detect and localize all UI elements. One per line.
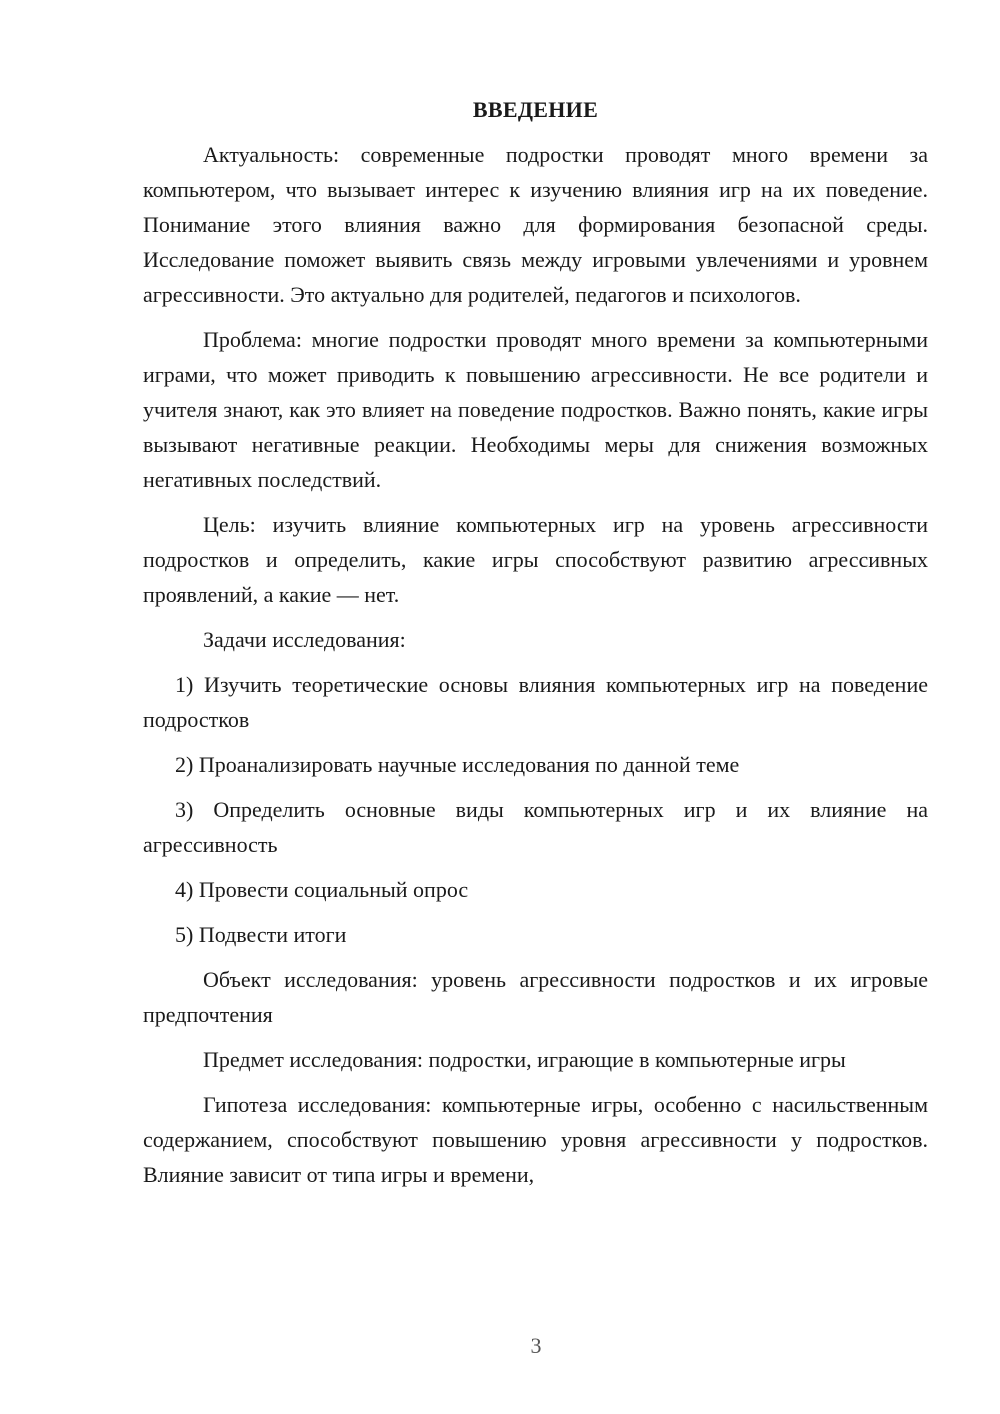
task-item: 2) Проанализировать научные исследования по данной теме [175, 752, 740, 777]
document-body [143, 92, 928, 1202]
task-item: 3) Определить основные виды компьютерных игр и их влияние на агрессивность [143, 797, 928, 857]
paragraph-relevance: Актуальность: современные подростки проводят много времени за компьютером, что вызывает интерес к изучению влияния игр на их поведение. Понимание этого влияния важно для формирования безопасной среды. Исследование поможет выявить связь между игровыми увлечениями и уровнем агрессивности. Это актуально для родителей, педагогов и психологов. [143, 142, 928, 307]
task-item: 5) Подвести итоги [175, 922, 347, 947]
paragraph-tasks-heading: Задачи исследования: [203, 627, 406, 652]
paragraph-object: Объект исследования: уровень агрессивности подростков и их игровые предпочтения [143, 967, 928, 1027]
paragraph-subject: Предмет исследования: подростки, играющие в компьютерные игры [203, 1047, 846, 1072]
page-number: 3 [530, 1333, 542, 1358]
paragraph-problem: Проблема: многие подростки проводят много времени за компьютерными играми, что может приводить к повышению агрессивности. Не все родители и учителя знают, как это влияет на поведение подростков. Важно понять, какие игры вызывают негативные реакции. Необходимы меры для снижения возможных негативных последствий. [143, 327, 928, 492]
task-item: 4) Провести социальный опрос [175, 877, 469, 902]
task-item: 1) Изучить теоретические основы влияния компьютерных игр на поведение подростков [143, 672, 928, 732]
section-title: ВВЕДЕНИЕ [472, 97, 599, 122]
paragraph-goal: Цель: изучить влияние компьютерных игр на уровень агрессивности подростков и определить, какие игры способствуют развитию агрессивных проявлений, а какие — нет. [143, 512, 928, 607]
paragraph-hypothesis: Гипотеза исследования: компьютерные игры, особенно с насильственным содержанием, способствуют повышению уровня агрессивности у подростков. Влияние зависит от типа игры и времени, [143, 1092, 928, 1187]
